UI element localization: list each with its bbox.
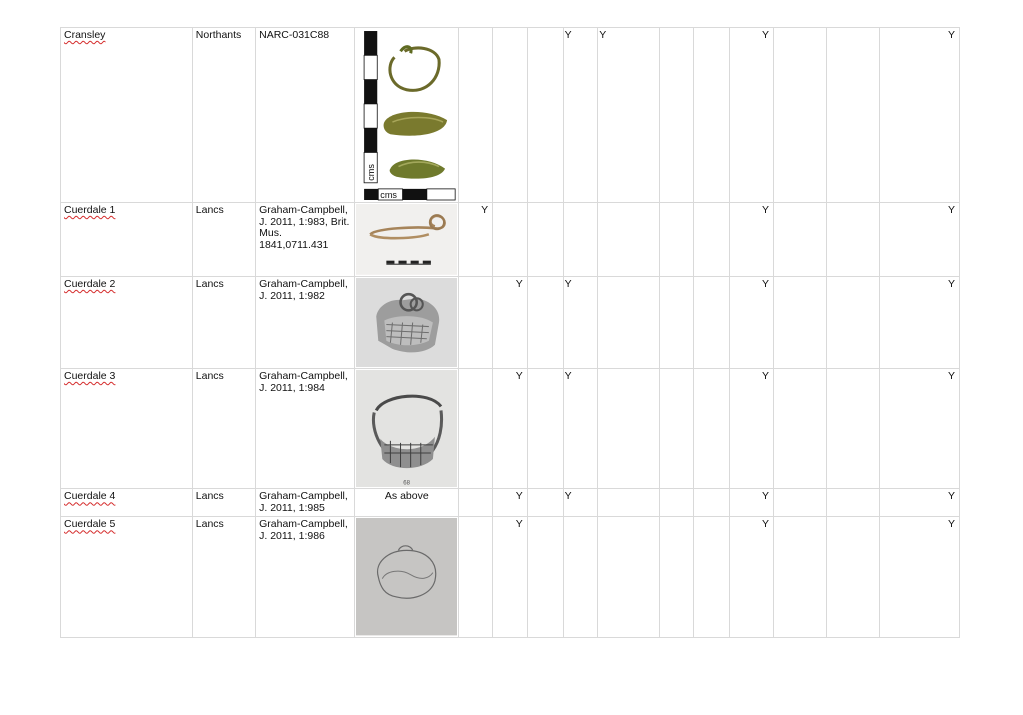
mark-cell bbox=[773, 369, 826, 489]
horizontal-scale-label: cms bbox=[380, 189, 398, 200]
mark-cell: Y bbox=[493, 489, 528, 517]
mark-cell bbox=[694, 277, 730, 369]
mark-cell: Y bbox=[880, 517, 960, 637]
mark-cell bbox=[459, 489, 493, 517]
mark-cell: Y bbox=[563, 489, 598, 517]
reference-cell: Graham-Campbell, J. 2011, 1:986 bbox=[256, 517, 355, 637]
site-cell bbox=[61, 369, 193, 489]
mark-cell: Y bbox=[730, 28, 774, 203]
mark-cell: Y bbox=[459, 203, 493, 277]
mark-cell: Y bbox=[730, 277, 774, 369]
cuerdale-3-armring-photo bbox=[356, 370, 457, 487]
site-name: Cuerdale 1 bbox=[64, 204, 116, 217]
mark-cell bbox=[493, 203, 528, 277]
county-cell: Lancs bbox=[192, 277, 255, 369]
site-name: Cuerdale 2 bbox=[64, 278, 116, 291]
mark-cell bbox=[659, 369, 694, 489]
site-cell bbox=[61, 277, 193, 369]
mark-cell bbox=[527, 369, 563, 489]
mark-cell: Y bbox=[493, 277, 528, 369]
mark-cell bbox=[827, 28, 880, 203]
image-cell bbox=[355, 517, 459, 637]
mark-cell bbox=[598, 369, 659, 489]
mark-cell bbox=[527, 277, 563, 369]
mark-cell bbox=[459, 517, 493, 637]
mark-cell bbox=[659, 28, 694, 203]
cuerdale-2-armring-photo bbox=[356, 278, 457, 367]
mark-cell: Y bbox=[730, 203, 774, 277]
image-cell bbox=[355, 203, 459, 277]
mark-cell bbox=[598, 277, 659, 369]
mark-cell bbox=[659, 517, 694, 637]
mark-cell bbox=[694, 517, 730, 637]
mark-cell: Y bbox=[563, 277, 598, 369]
mark-cell: Y bbox=[880, 203, 960, 277]
reference-cell: NARC-031C88 bbox=[256, 28, 355, 203]
mark-cell: Y bbox=[880, 277, 960, 369]
county-cell: Lancs bbox=[192, 517, 255, 637]
site-name: Cuerdale 3 bbox=[64, 370, 116, 383]
mark-cell bbox=[659, 277, 694, 369]
mark-cell bbox=[694, 369, 730, 489]
mark-cell bbox=[527, 203, 563, 277]
mark-cell: Y bbox=[730, 517, 774, 637]
table-row bbox=[61, 28, 960, 203]
county-cell: Lancs bbox=[192, 489, 255, 517]
mark-cell bbox=[773, 517, 826, 637]
mark-cell bbox=[694, 489, 730, 517]
reference-cell: Graham-Campbell, J. 2011, 1:983, Brit. Mus. 1841,0711.431 bbox=[256, 203, 355, 277]
mark-cell: Y bbox=[563, 28, 598, 203]
reference-cell: Graham-Campbell, J. 2011, 1:984 bbox=[256, 369, 355, 489]
site-name: Cuerdale 5 bbox=[64, 518, 116, 531]
mark-cell bbox=[827, 489, 880, 517]
mark-cell bbox=[827, 277, 880, 369]
image-cell bbox=[355, 28, 459, 203]
mark-cell bbox=[827, 203, 880, 277]
mark-cell: Y bbox=[730, 489, 774, 517]
mark-cell: Y bbox=[730, 369, 774, 489]
mark-cell: Y bbox=[880, 28, 960, 203]
mark-cell bbox=[527, 489, 563, 517]
mark-cell bbox=[459, 277, 493, 369]
cransley-bracelet-photo bbox=[356, 29, 457, 201]
mark-cell bbox=[563, 517, 598, 637]
image-cell bbox=[355, 369, 459, 489]
mark-cell bbox=[527, 517, 563, 637]
mark-cell bbox=[773, 203, 826, 277]
mark-cell bbox=[659, 489, 694, 517]
mark-cell bbox=[527, 28, 563, 203]
mark-cell bbox=[659, 203, 694, 277]
mark-cell bbox=[598, 517, 659, 637]
cuerdale-5-ring-drawing bbox=[356, 518, 457, 635]
mark-cell bbox=[459, 369, 493, 489]
county-cell: Northants bbox=[192, 28, 255, 203]
site-name: Cuerdale 4 bbox=[64, 490, 116, 503]
cuerdale-1-hook-photo bbox=[356, 204, 457, 275]
mark-cell bbox=[827, 369, 880, 489]
table-row bbox=[61, 203, 960, 277]
image-cell bbox=[355, 277, 459, 369]
as-above-note: As above bbox=[384, 490, 429, 503]
table-row bbox=[61, 369, 960, 489]
reference-cell: Graham-Campbell, J. 2011, 1:985 bbox=[256, 489, 355, 517]
mark-cell bbox=[694, 28, 730, 203]
site-cell bbox=[61, 28, 193, 203]
site-cell bbox=[61, 517, 193, 637]
find-register-table bbox=[60, 27, 960, 638]
mark-cell bbox=[598, 489, 659, 517]
photo-caption: 68 bbox=[403, 480, 411, 487]
image-cell bbox=[355, 489, 459, 517]
mark-cell: Y bbox=[563, 369, 598, 489]
mark-cell: Y bbox=[493, 369, 528, 489]
site-name: Cransley bbox=[64, 29, 106, 41]
county-cell: Lancs bbox=[192, 203, 255, 277]
vertical-scale-label: cms bbox=[366, 164, 377, 181]
mark-cell: Y bbox=[880, 489, 960, 517]
mark-cell bbox=[598, 203, 659, 277]
mark-cell bbox=[694, 203, 730, 277]
mark-cell bbox=[773, 489, 826, 517]
site-cell bbox=[61, 203, 193, 277]
table-row bbox=[61, 489, 960, 517]
mark-cell bbox=[773, 28, 826, 203]
mark-cell bbox=[773, 277, 826, 369]
mark-cell: Y bbox=[493, 517, 528, 637]
reference-cell: Graham-Campbell, J. 2011, 1:982 bbox=[256, 277, 355, 369]
county-cell: Lancs bbox=[192, 369, 255, 489]
mark-cell: Y bbox=[598, 28, 659, 203]
mark-cell: Y bbox=[880, 369, 960, 489]
table-row bbox=[61, 277, 960, 369]
site-cell bbox=[61, 489, 193, 517]
table-row bbox=[61, 517, 960, 637]
mark-cell bbox=[459, 28, 493, 203]
mark-cell bbox=[827, 517, 880, 637]
mark-cell bbox=[493, 28, 528, 203]
mark-cell bbox=[563, 203, 598, 277]
